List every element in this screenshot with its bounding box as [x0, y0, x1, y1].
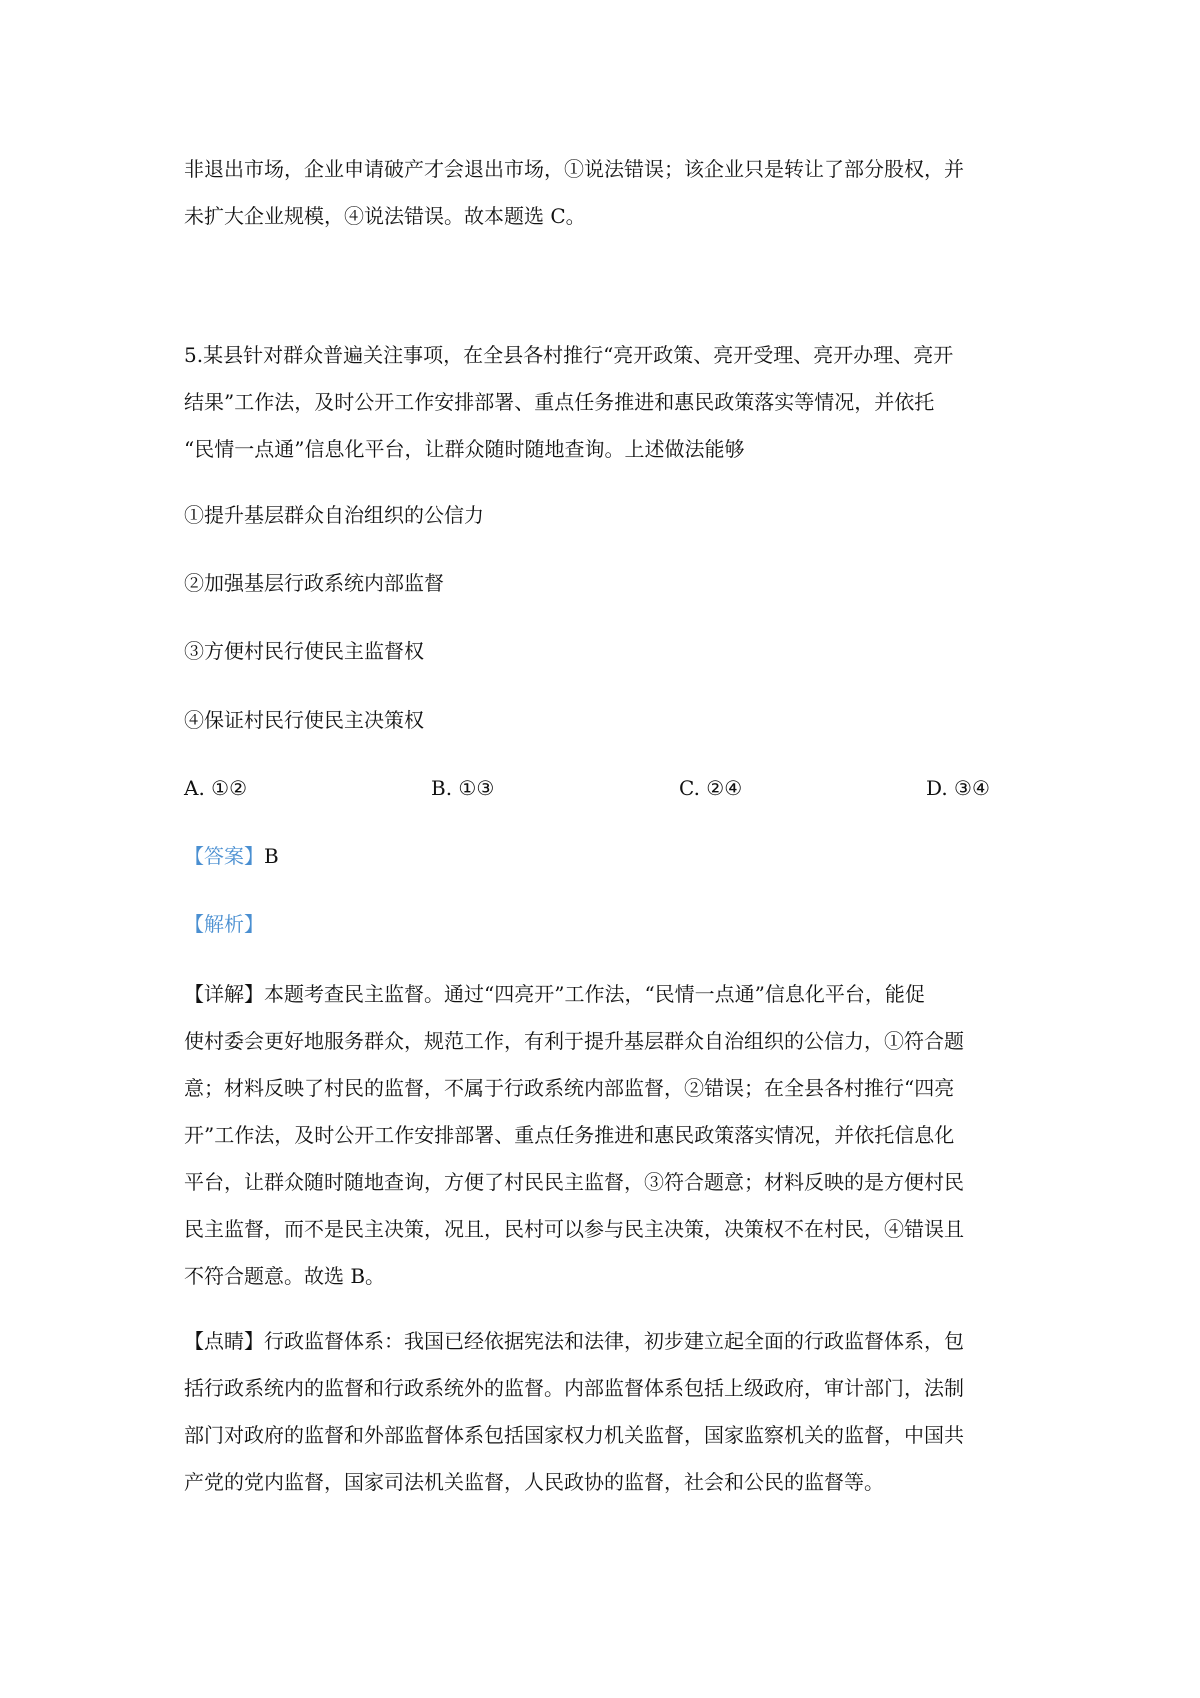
option-a: A. ①② — [184, 776, 248, 800]
text-line: 括行政系统内的监督和行政系统外的监督。内部监督体系包括上级政府，审计部门，法制 — [184, 1376, 964, 1400]
statement-1: ①提升基层群众自治组织的公信力 — [184, 503, 484, 527]
text-line: 平台，让群众随时随地查询，方便了村民民主监督，③符合题意；材料反映的是方便村民 — [184, 1170, 964, 1194]
text-line: 意；材料反映了村民的监督，不属于行政系统内部监督，②错误；在全县各村推行“四亮 — [184, 1076, 955, 1100]
text-line: 不符合题意。故选 B。 — [184, 1264, 386, 1288]
analysis-label: 【解析】 — [184, 912, 264, 936]
text-line: 未扩大企业规模，④说法错误。故本题选 C。 — [184, 204, 586, 228]
tip-section — [184, 1318, 1026, 1506]
previous-answer-tail — [184, 146, 1026, 240]
answer-line — [184, 841, 279, 871]
text-line: 民主监督，而不是民主决策，况且，民村可以参与民主决策，决策权不在村民，④错误且 — [184, 1217, 964, 1241]
option-b: B. ①③ — [431, 776, 495, 800]
text-line: 部门对政府的监督和外部监督体系包括国家权力机关监督，国家监察机关的监督，中国共 — [184, 1423, 964, 1447]
option-c: C. ②④ — [679, 776, 743, 800]
detail-explanation — [184, 971, 1026, 1300]
text-line: 【详解】本题考查民主监督。通过“四亮开”工作法，“民情一点通”信息化平台，能促 — [184, 982, 925, 1006]
text-line: 【点睛】行政监督体系：我国已经依据宪法和法律，初步建立起全面的行政监督体系，包 — [184, 1329, 964, 1353]
text-line: 开”工作法，及时公开工作安排部署、重点任务推进和惠民政策落实情况，并依托信息化 — [184, 1123, 955, 1147]
option-d: D. ③④ — [926, 776, 990, 800]
text-line: “民情一点通”信息化平台，让群众随时随地查询。上述做法能够 — [184, 437, 745, 461]
answer-label: 【答案】 — [184, 844, 264, 868]
answer-value: B — [264, 844, 279, 868]
text-line: 产党的党内监督，国家司法机关监督，人民政协的监督，社会和公民的监督等。 — [184, 1470, 884, 1494]
text-line: 使村委会更好地服务群众，规范工作，有利于提升基层群众自治组织的公信力，①符合题 — [184, 1029, 964, 1053]
text-line: 非退出市场，企业申请破产才会退出市场，①说法错误；该企业只是转让了部分股权，并 — [184, 157, 964, 181]
statement-2: ②加强基层行政系统内部监督 — [184, 571, 444, 595]
question-stem — [184, 332, 1026, 473]
text-line: 结果”工作法，及时公开工作安排部署、重点任务推进和惠民政策落实等情况，并依托 — [184, 390, 935, 414]
statement-3: ③方便村民行使民主监督权 — [184, 639, 424, 663]
statement-4: ④保证村民行使民主决策权 — [184, 708, 424, 732]
text-line: 5.某县针对群众普遍关注事项，在全县各村推行“亮开政策、亮开受理、亮开办理、亮开 — [184, 343, 954, 367]
